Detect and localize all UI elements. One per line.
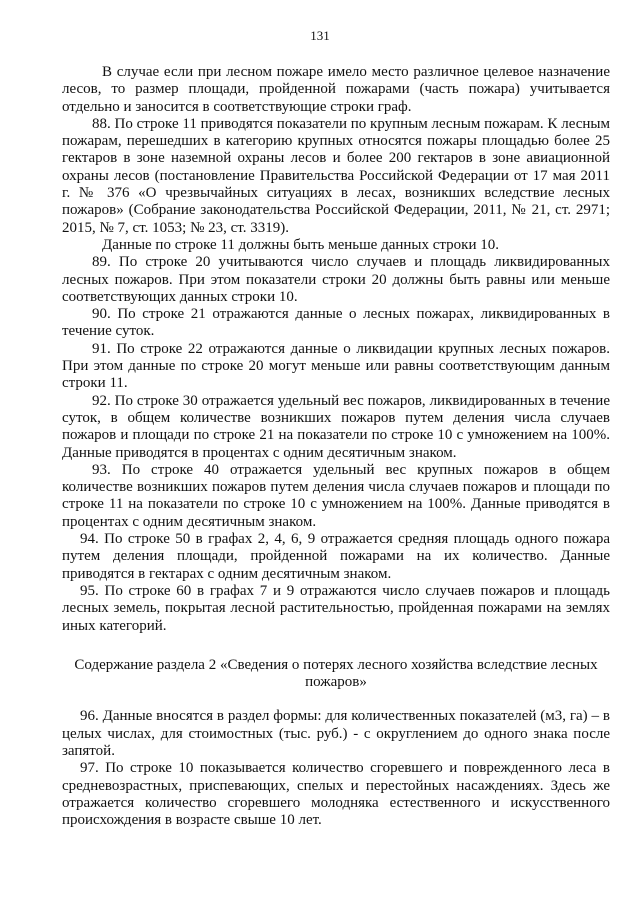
document-body bbox=[62, 64, 610, 829]
paragraph-97: 97. По строке 10 показывается количество сгоревшего и поврежденного леса в средневозрастных, приспевающих, спелых и перестойных насаждениях. Здесь же отражается количество сгоревшего молодняка естественного и искусственного происхождения в возрасте свыше 10 лет. bbox=[62, 760, 610, 829]
paragraph-89: 89. По строке 20 учитываются число случаев и площадь ликвидированных лесных пожаров. При этом показатели строки 20 должны быть равны или меньше соответствующих данных строки 10. bbox=[62, 254, 610, 305]
paragraph-94: 94. По строке 50 в графах 2, 4, 6, 9 отражается средняя площадь одного пожара путем деления площади, пройденной пожарами на их количество. Данные приводятся в гектарах с одним десятичным знаком. bbox=[62, 531, 610, 582]
paragraph-88: 88. По строке 11 приводятся показатели по крупным лесным пожарам. К лесным пожарам, перешедших в категорию крупных относятся пожары площадью более 25 гектаров в зоне наземной охраны лесов и более 200 гектаров в зоне авиационной охраны лесов (постановление Правительства Российской Федерации от 17 мая 2011 г. № 376 «О чрезвычайных ситуациях в лесах, возникших вследствие лесных пожаров» (Собрание законодательства Российской Федерации, 2011, № 21, ст. 2971; 2015, № 7, ст. 1053; № 23, ст. 3319). bbox=[62, 115, 610, 236]
paragraph-88-note: Данные по строке 11 должны быть меньше данных строки 10. bbox=[102, 236, 499, 253]
paragraph-96: 96. Данные вносятся в раздел формы: для количественных показателей (м3, га) – в целых числах, для стоимостных (тыс. руб.) - с округлением до одного знака после запятой. bbox=[62, 708, 610, 759]
paragraph-92: 92. По строке 30 отражается удельный вес пожаров, ликвидированных в течение суток, в общем количестве возникших пожаров путем деления числа случаев пожаров и площади по строке 21 на показатели по строке 10 с умножением на 100%. Данные приводятся в процентах с одним десятичным знаком. bbox=[62, 392, 610, 461]
paragraph-90: 90. По строке 21 отражаются данные о лесных пожарах, ликвидированных в течение суток. bbox=[62, 306, 610, 340]
section-heading: Содержание раздела 2 «Сведения о потерях лесного хозяйства вследствие лесных пожаров» bbox=[74, 656, 598, 691]
page-number: 131 bbox=[310, 28, 330, 43]
paragraph-91: 91. По строке 22 отражаются данные о ликвидации крупных лесных пожаров. При этом данные по строке 20 могут меньше или равны соответствующим данным строки 11. bbox=[62, 340, 610, 392]
paragraph-intro: В случае если при лесном пожаре имело место различное целевое назначение лесов, то размер площади, пройденной пожарами (часть пожара) учитывается отдельно и заносится в соответствующие строки граф. bbox=[62, 64, 610, 115]
paragraph-95: 95. По строке 60 в графах 7 и 9 отражаются число случаев пожаров и площадь лесных земель, покрытая лесной растительностью, пройденная пожарами на землях иных категорий. bbox=[62, 582, 610, 634]
paragraph-93: 93. По строке 40 отражается удельный вес крупных пожаров в общем количестве возникших пожаров путем деления числа случаев пожаров и площади по строке 11 на показатели по строке 10 с умножением на 100%. Данные приводятся в процентах с одним десятичным знаком. bbox=[62, 461, 610, 530]
